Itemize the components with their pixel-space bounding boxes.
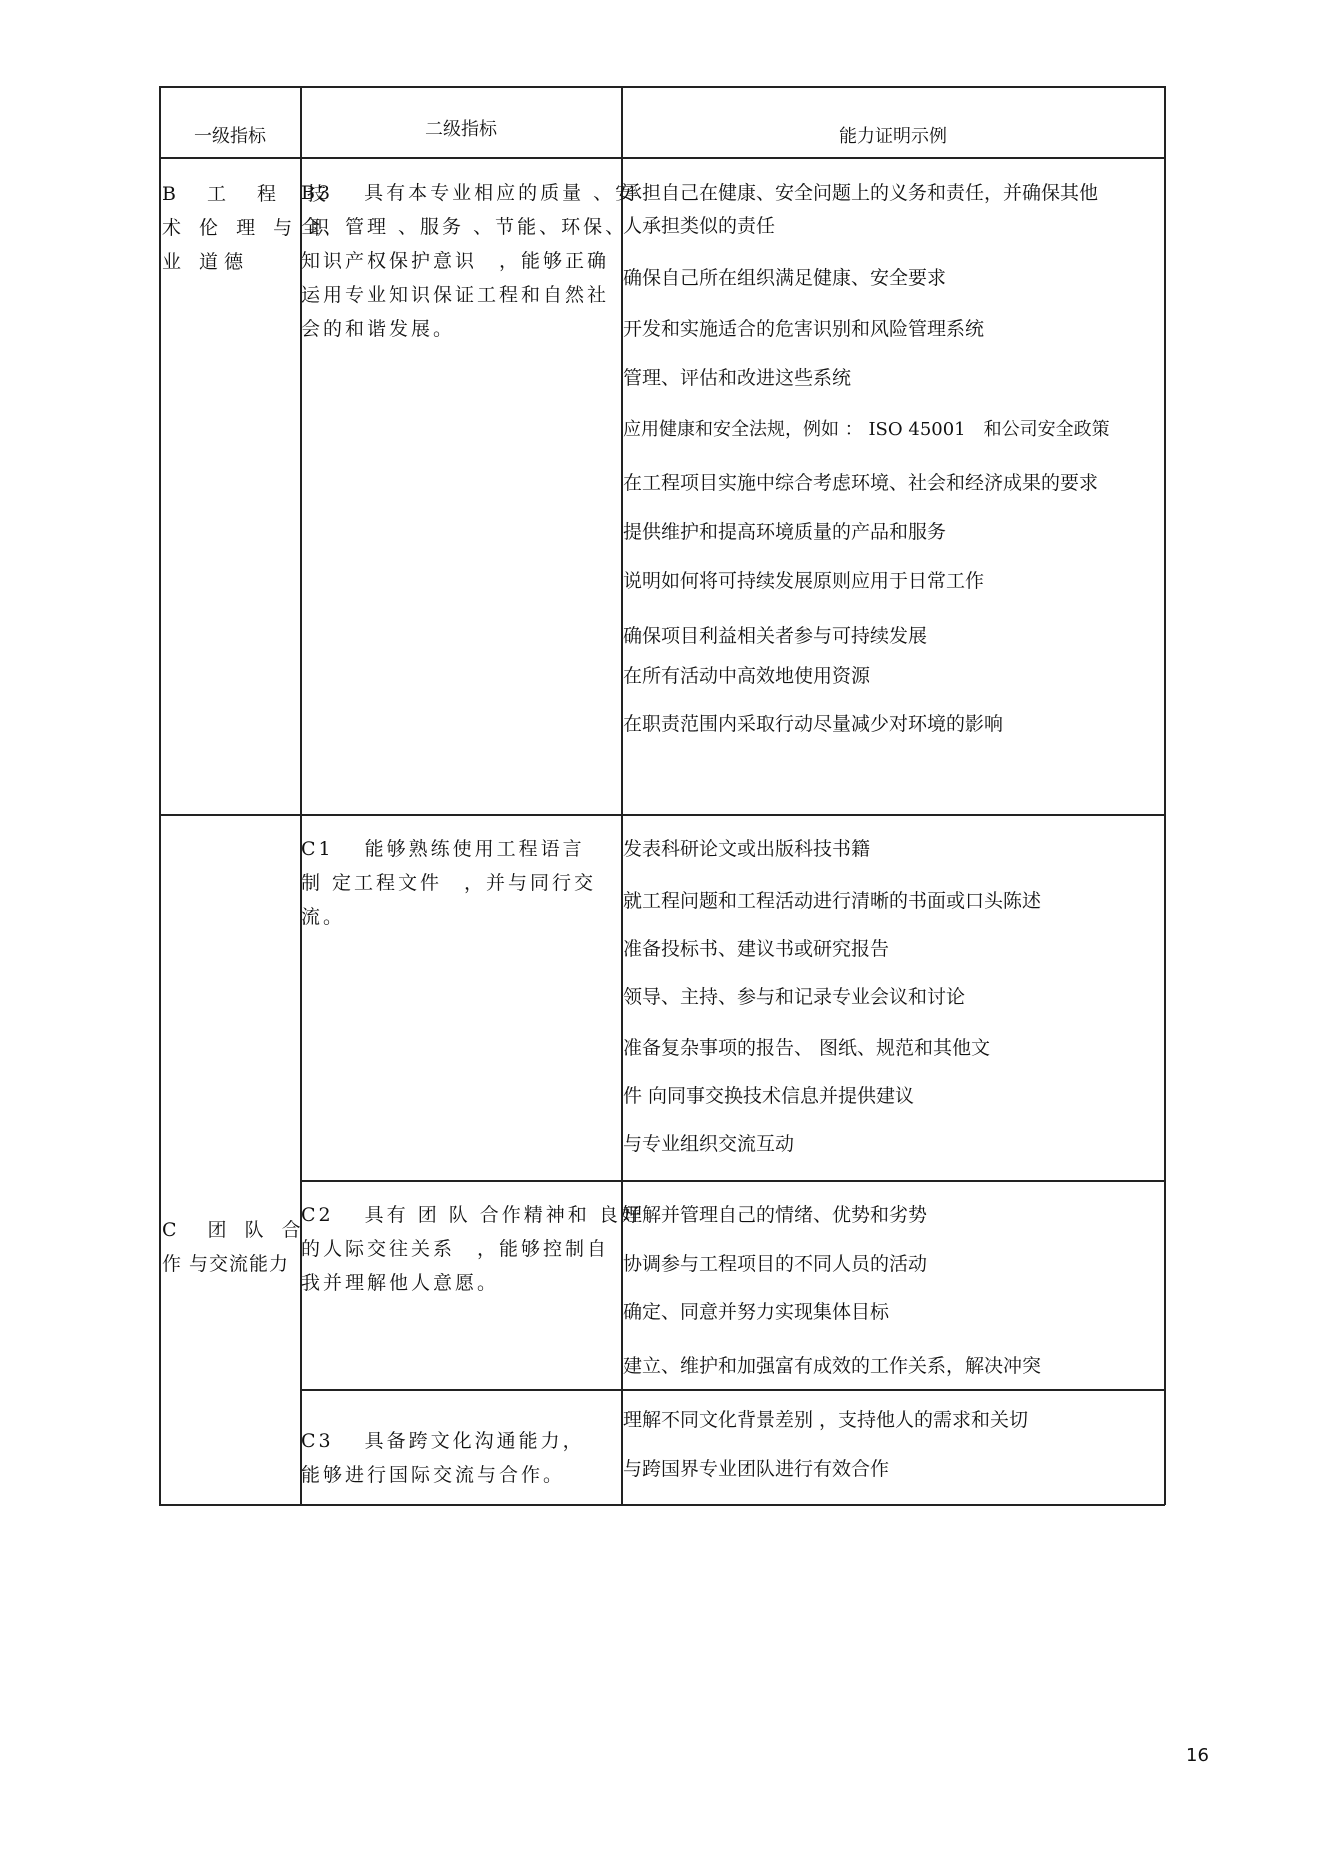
level2-line: 会的和谐发展。 [301,318,456,340]
level2-C2 [301,1198,643,1300]
c2-bottom-border [300,1389,1165,1391]
level1-line: 术 伦 理 与 职 [162,217,336,239]
example-line: 在工程项目实施中综合考虑环境、社会和经济成果的要求 [623,472,1099,494]
level1-line: 业 道德 [162,251,250,273]
example-line: 理解并管理自己的情绪、优势和劣势 [623,1204,928,1226]
example-line: 准备复杂事项的报告、 图纸、规范和其他文 [623,1037,991,1059]
level1-C [162,1213,307,1281]
example-line: 管理、评估和改进这些系统 [623,367,852,389]
example-line: 准备投标书、建议书或研究报告 [623,938,890,960]
level2-line: C1 能够熟练使用工程语言 [301,838,585,860]
level1-line: 作 与交流能力 [162,1253,290,1275]
example-line: 与跨国界专业团队进行有效合作 [623,1458,890,1480]
example-line: 理解不同文化背景差别 ，支持他人的需求和关切 [623,1409,1029,1431]
example-line: 在职责范围内采取行动尽量减少对环境的影响 [623,713,1004,735]
example-line: 确保自己所在组织满足健康、安全要求 [623,267,947,289]
header-level1: 一级指标 [194,126,266,147]
example-line: 就工程问题和工程活动进行清晰的书面或口头陈述 [623,890,1042,912]
example-line: 与专业组织交流互动 [623,1133,795,1155]
level2-line: B3 具有本专业相应的质量 、安 [301,182,638,204]
level1-line: B 工 程 技 [162,183,332,205]
level2-line: C3 具备跨文化沟通能力， [301,1430,585,1452]
level2-line: 我并理解他人意愿。 [301,1272,500,1294]
table-bottom-border [159,1504,1165,1506]
example-line: 人承担类似的责任 [623,215,776,237]
level2-line: 运用专业知识保证工程和自然社 [301,284,610,306]
header-bottom-border [159,157,1165,159]
example-line: 件 向同事交换技术信息并提供建议 [623,1085,915,1107]
level2-line: 知识产权保护意识 ，能够正确 [301,250,610,272]
example-line: 协调参与工程项目的不同人员的活动 [623,1253,928,1275]
level2-line: 全、管理 、服务 、节能、环保、 [301,216,628,238]
c1-bottom-border [300,1180,1165,1182]
header-examples: 能力证明示例 [839,126,947,147]
example-line: 领导、主持、参与和记录专业会议和讨论 [623,986,966,1008]
page-number: 16 [1186,1745,1209,1766]
example-line: 应用健康和安全法规，例如 ： ISO 45001 和公司安全政策 [623,419,1110,440]
level2-C1 [301,832,596,934]
example-line: 发表科研论文或出版科技书籍 [623,838,871,860]
table-left-border [159,86,161,1505]
example-line: 确定、同意并努力实现集体目标 [623,1301,890,1323]
table-right-border [1164,86,1166,1505]
example-line: 说明如何将可持续发展原则应用于日常工作 [623,570,985,592]
level2-line: 的人际交往关系 ，能够控制自 [301,1238,610,1260]
level2-line: 能够进行国际交流与合作。 [301,1464,566,1486]
example-line: 确保项目利益相关者参与可持续发展 [623,625,928,647]
example-line: 建立、维护和加强富有成效的工作关系，解决冲突 [623,1355,1042,1377]
level1-line: C 团 队 合 [162,1219,307,1241]
example-line: 承担自己在健康、安全问题上的义务和责任，并确保其他 [623,182,1099,204]
level2-B3 [301,176,637,346]
example-line: 开发和实施适合的危害识别和风险管理系统 [623,318,985,340]
level2-C3 [301,1424,585,1492]
table-top-border [159,86,1165,88]
row-b-bottom-border [159,814,1165,816]
header-level2: 二级指标 [425,119,497,140]
level2-line: 制 定工程文件 ，并与同行交 [301,872,597,894]
example-line: 在所有活动中高效地使用资源 [623,665,871,687]
level2-line: 流。 [301,906,346,928]
example-line: 提供维护和提高环境质量的产品和服务 [623,521,947,543]
level2-line: C2 具有 团 队 合作精神和 良好 [301,1204,643,1226]
